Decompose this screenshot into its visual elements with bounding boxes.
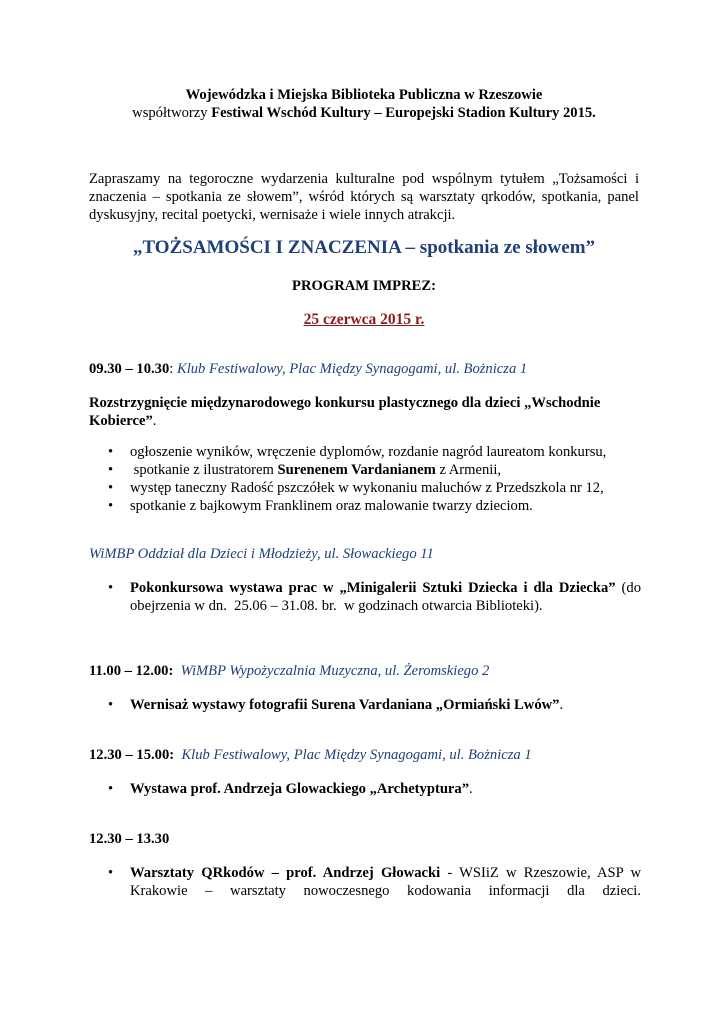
intro-line-3: dyskusyjny, recital poetycki, wernisaże i wiele innych atrakcji.	[89, 207, 456, 223]
bullet-icon: •	[108, 498, 114, 514]
block1-header	[89, 360, 639, 378]
block3-header	[89, 662, 639, 680]
block1-bullet-2-name: Surenenem Vardanianem	[277, 462, 436, 478]
block1-bullet-2	[130, 461, 641, 479]
event-date-text: 25 czerwca 2015 r.	[303, 311, 425, 328]
bullet-icon: •	[108, 580, 114, 596]
block1-title-kobierce: Kobierce”	[89, 413, 153, 429]
header-festival: Festiwal Wschód Kultury – Europejski Stadion Kultury 2015.	[211, 105, 596, 121]
block2-line-1	[130, 579, 641, 597]
block4-time: 12.30 – 15.00:	[89, 747, 175, 763]
block5-line-1	[130, 864, 641, 882]
block2-line-1-rest: (do	[615, 580, 641, 596]
block1-sep: :	[169, 361, 177, 377]
block2-exhibition: Pokonkursowa wystawa prac w „Minigalerii Sztuki Dziecka i dla Dziecka”	[130, 580, 616, 596]
block2-place: WiMBP Oddział dla Dzieci i Młodzieży, ul. Słowackiego 11	[89, 546, 434, 562]
block4-item	[130, 780, 641, 798]
block4-item-end: .	[469, 781, 473, 797]
bullet-icon: •	[108, 697, 114, 713]
block1-title-line-1: Rozstrzygnięcie międzynarodowego konkursu plastycznego dla dzieci „Wschodnie	[89, 395, 601, 411]
intro-line-1: Zapraszamy na tegoroczne wydarzenia kulturalne pod wspólnym tytułem „Tożsamości i	[89, 171, 639, 187]
block1-bullet-1: ogłoszenie wyników, wręczenie dyplomów, rozdanie nagród laureatom konkursu,	[130, 444, 607, 460]
bullet-icon: •	[108, 480, 114, 496]
block5-workshop-title: Warsztaty QRkodów – prof. Andrzej Głowacki	[130, 865, 441, 881]
block4-item-title: Wystawa prof. Andrzeja Glowackiego „Archetyptura”	[130, 781, 470, 797]
block3-time: 11.00 – 12.00:	[89, 663, 174, 679]
program-heading: PROGRAM IMPREZ:	[292, 278, 436, 294]
block1-bullet-4: spotkanie z bajkowym Franklinem oraz malowanie twarzy dzieciom.	[130, 498, 533, 514]
block3-item-title: Wernisaż wystawy fotografii Surena Vardaniana „Ormiański Lwów”	[130, 697, 560, 713]
block3-item-end: .	[559, 697, 564, 713]
block1-bullet-2-post: z Armenii,	[435, 462, 502, 478]
event-date	[89, 311, 639, 329]
block5-line-1-rest: - WSIiZ w Rzeszowie, ASP w	[440, 865, 641, 881]
header-coorg	[89, 104, 639, 122]
bullet-icon: •	[108, 444, 114, 460]
block1-bullet-3: występ taneczny Radość pszczółek w wykonaniu maluchów z Przedszkola nr 12,	[130, 480, 604, 496]
header-org: Wojewódzka i Miejska Biblioteka Publiczna w Rzeszowie	[185, 87, 543, 103]
block1-place: Klub Festiwalowy, Plac Między Synagogami, ul. Bożnicza 1	[176, 361, 528, 377]
block1-title-line-2	[89, 412, 639, 430]
bullet-icon: •	[108, 865, 114, 881]
header-coorg-prefix: współtworzy	[132, 105, 212, 121]
block1-bullet-2-pre: spotkanie z ilustratorem	[130, 462, 278, 478]
block1-time: 09.30 – 10.30	[89, 361, 170, 377]
bullet-icon: •	[108, 462, 114, 478]
main-title: „TOŻSAMOŚCI I ZNACZENIA – spotkania ze słowem”	[132, 237, 596, 258]
block5-time: 12.30 – 13.30	[89, 831, 170, 847]
intro-line-2: znaczenia – spotkania ze słowem”, wśród których są warsztaty qrkodów, spotkania, panel	[89, 189, 639, 205]
block3-place: WiMBP Wypożyczalnia Muzyczna, ul. Żeromskiego 2	[180, 663, 490, 679]
block4-header	[89, 746, 639, 764]
block1-title-end: .	[152, 413, 157, 429]
block4-place: Klub Festiwalowy, Plac Między Synagogami, ul. Bożnicza 1	[181, 747, 532, 763]
block2-line-2: obejrzenia w dn. 25.06 – 31.08. br. w godzinach otwarcia Biblioteki).	[130, 598, 543, 614]
bullet-icon: •	[108, 781, 114, 797]
block5-line-2: Krakowie – warsztaty nowoczesnego kodowania informacji dla dzieci.	[130, 883, 641, 899]
block3-item	[130, 696, 641, 714]
